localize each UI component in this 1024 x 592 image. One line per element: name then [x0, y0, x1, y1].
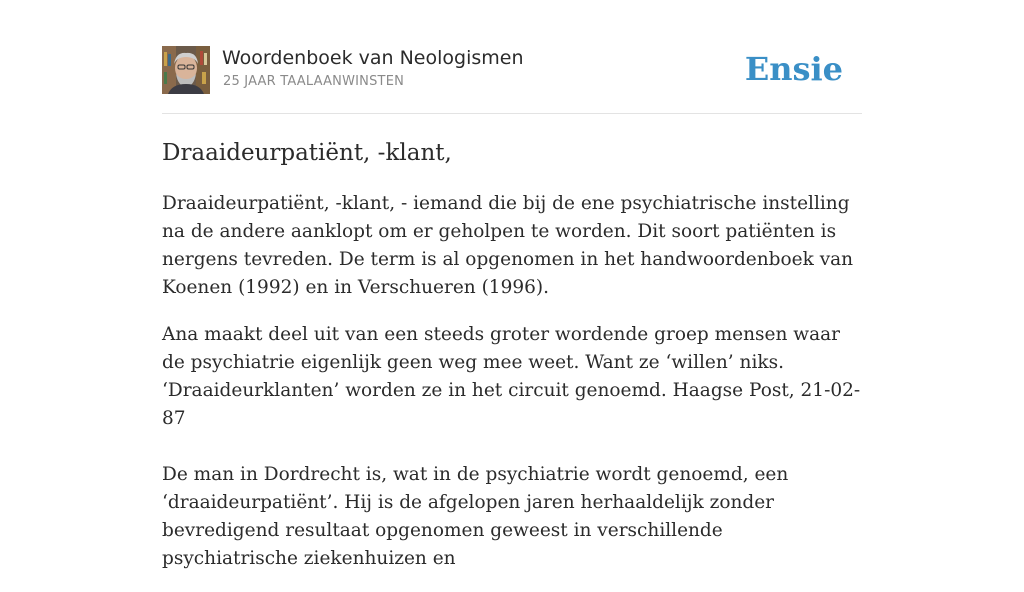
- quote-1-line-1: Ana maakt deel uit van een steeds groter wordende groep mensen waar de psychiatrie eigenlijk geen weg mee weet. Want ze ‘willen’ niks.: [162, 324, 841, 373]
- entry-quote-1: [162, 321, 862, 573]
- quote-2: De man in Dordrecht is, wat in de psychiatrie wordt genoemd, een ‘draaideurpatiënt’. Hij is de afgelopen jaren herhaaldelijk zonder bevredigend resultaat opgenomen geweest in verschillende psychiatrische ziekenhuizen en: [162, 464, 789, 569]
- site-subtitle: 25 JAAR TAALAANWINSTEN: [223, 74, 405, 89]
- quote-1-line-2: ‘Draaideurklanten’ worden ze in het circuit genoemd. Haagse Post, 21-02-87: [162, 380, 861, 429]
- brand-logo[interactable]: Ensie: [744, 50, 843, 88]
- author-portrait-icon: [162, 46, 210, 94]
- avatar[interactable]: [162, 46, 210, 94]
- site-title[interactable]: Woordenboek van Neologismen: [222, 47, 524, 69]
- entry-content: [162, 190, 862, 592]
- entry-title: Draaideurpatiënt, -klant,: [162, 140, 452, 166]
- header-divider: [162, 113, 862, 114]
- quote-spacer: [162, 433, 862, 461]
- entry-definition: Draaideurpatiënt, -klant, - iemand die bij de ene psychiatrische instelling na de andere aanklopt om er geholpen te worden. Dit soort patiënten is nergens tevreden. De term is al opgenomen in het handwoordenboek van Koenen (1992) en in Verschueren (1996).: [162, 193, 854, 298]
- site-header: [162, 46, 862, 96]
